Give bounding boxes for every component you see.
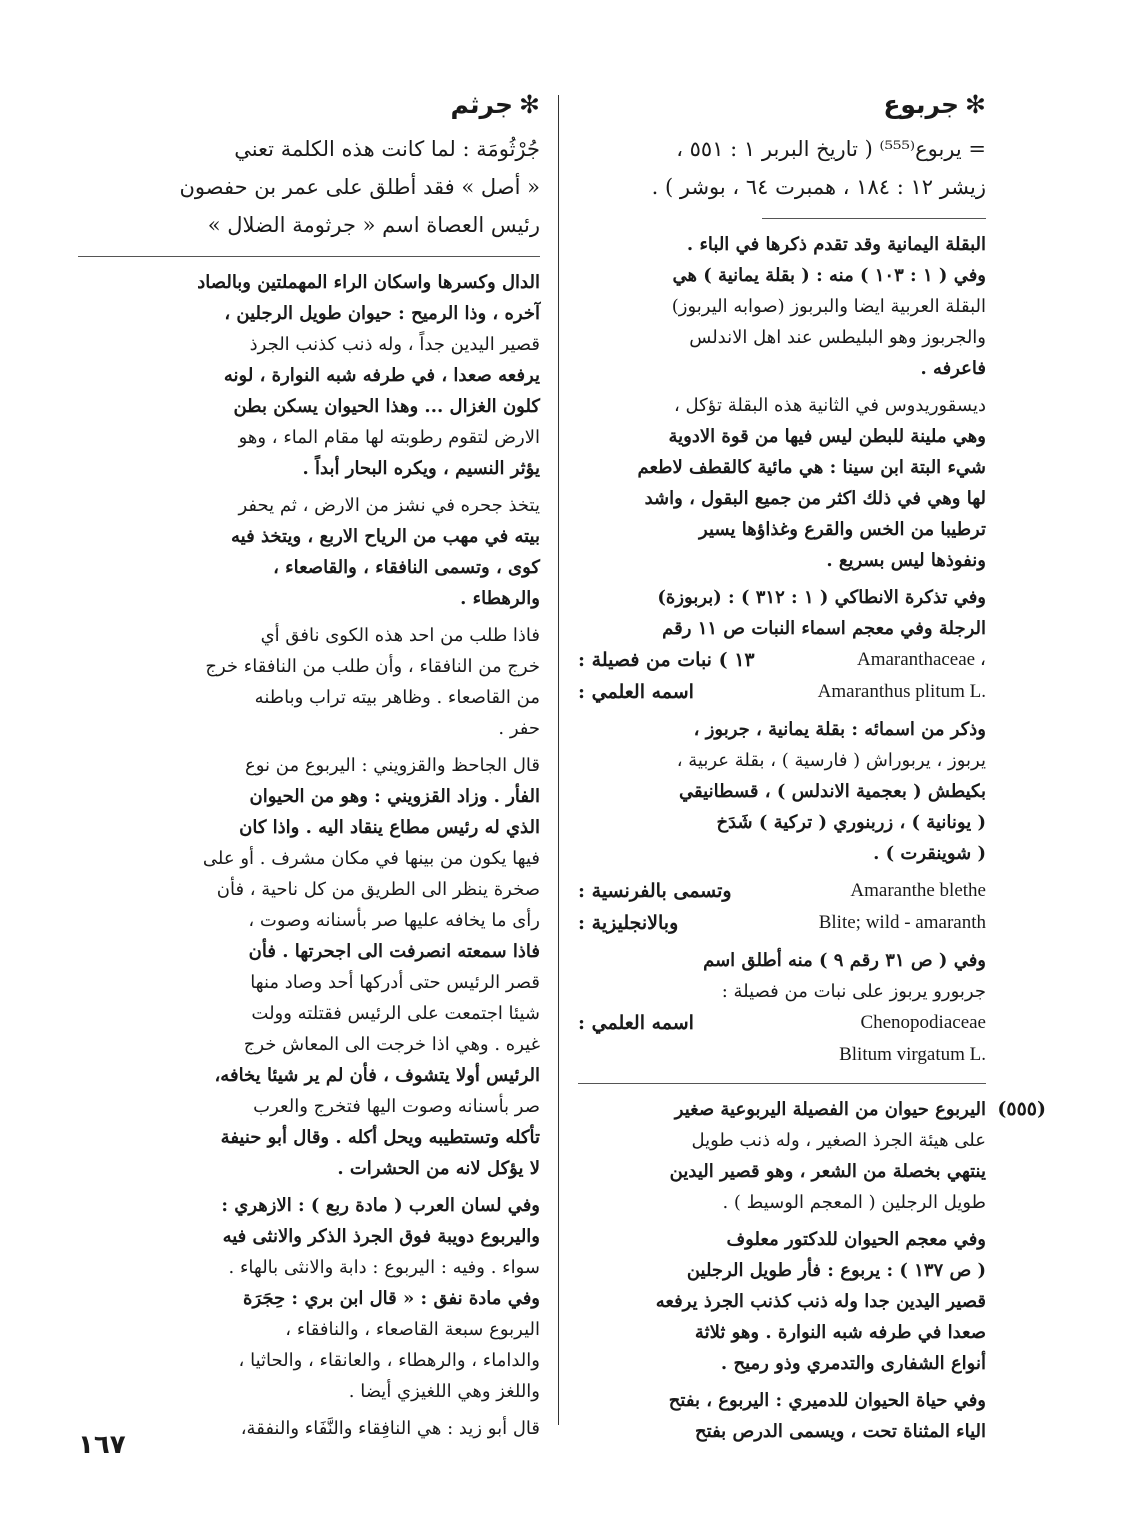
text-line: الرئيس أولا يتشوف ، فأن لم ير شيئا يخافه، [214,1065,540,1086]
text-line: غيره . وهي اذا خرجت الى المعاش خرج [243,1034,540,1055]
text-line: فيها يكون من بينها في مكان مشرف . أو على [202,848,540,869]
text-line: فاعرفه . [920,358,986,379]
text-line: يتخذ جحره في نشز من الارض ، ثم يحفر [238,495,540,516]
text-line: وفي مادة نفق : « قال ابن بري : حِجَرَة [243,1288,540,1309]
text-line: « أصل » فقد أطلق على عمر بن حفصون [179,175,540,199]
entry-text [578,130,986,206]
heading-text: جرثم [450,90,514,119]
paragraph [78,267,540,484]
label: وبالانجليزية : [578,912,679,934]
entry-heading-jarbu [578,88,986,122]
text-line: كوى ، وتسمى النافقاء ، والقاصعاء ، [273,557,540,578]
latin-line [578,1039,986,1071]
text-line: لها وهي في ذلك اكثر من جميع البقول ، واشد [644,488,986,509]
text-line: وفي ( ١ : ١٠٣ ) منه : ( بقلة يمانية ) هي [672,265,986,286]
latin-name: Amaranthaceae ، [856,649,986,670]
text-line: الذي له رئيس مطاع ينقاد اليه . واذا كان [239,817,540,838]
text-line: وهي ملينة للبطن ليس فيها من قوة الادوية [668,426,986,447]
entry-text [78,130,540,244]
text-line: واللغز وهي اللغيزي أيضا . [348,1381,540,1402]
text-line: واليربوع دويبة فوق الجرذ الذكر والانثى فيه [222,1226,540,1247]
text-line: البقلة اليمانية وقد تقدم ذكرها في الباء . [686,234,986,255]
text-line: على هيئة الجرذ الصغير ، وله ذنب طويل [691,1130,986,1151]
text-line: يؤثر النسيم ، ويكره البحار أبداً . [302,458,540,479]
text-line: ( ص ١٣٧ ) : يربوع : فأر طويل الرجلين [686,1260,986,1281]
paragraph [578,390,986,576]
text-line: الياء المثناة تحت ، ويسمى الدرص بفتح [695,1421,986,1442]
text-line: الارض لتقوم رطوبته لها مقام الماء ، وهو [238,427,540,448]
text-line: اليربوع حيوان من الفصيلة اليربوعية صغير [674,1099,986,1120]
text-line: ( يونانية ) ، زربنوري ( تركية ) شَدَخ [716,812,986,833]
paragraph [78,1190,540,1283]
text-line: وفي حياة الحيوان للدميري : اليربوع ، بفتح [668,1390,986,1411]
text-line: ترطيبا من الخس والقرع وغذاؤها يسير [699,519,986,540]
text-line: = يربوع⁽⁵⁵⁵⁾ ( تاريخ البربر ١ : ٥٥١ ، [676,137,986,161]
paragraph [78,1413,540,1444]
text-line: قصر الرئيس حتى أدركها أحد وصاد منها [250,972,540,993]
text-line: صر بأسنانه وصوت اليها فتخرج والعرب [253,1096,540,1117]
latin-name: Blite; wild - amaranth [818,912,986,933]
paragraph [78,1283,540,1407]
footnote-555 [578,1094,1046,1447]
text-line: من القاصعاء . وظاهر بيته تراب وباطنه [254,687,540,708]
text-line: ديسقوريدوس في الثانية هذه البقلة تؤكل ، [673,395,986,416]
french-name-line [578,875,986,907]
text-line: ونفوذها ليس بسريع . [826,550,986,571]
column-divider [558,95,559,1425]
asterisk-icon: ✻ [965,90,986,119]
heading-text: جربوع [883,90,960,119]
paragraph [578,714,986,869]
text-line: لا يؤكل لانه من الحشرات . [337,1158,540,1179]
latin-line [578,644,986,676]
text-line: خرج من النافقاء ، وأن طلب من النافقاء خرج [205,656,540,677]
text-line: آخره ، وذا الرميح : حيوان طويل الرجلين ، [224,303,540,324]
text-line: حفر . [498,718,540,739]
latin-line [578,1007,986,1039]
text-line: وذكر من اسمائه : بقلة يمانية ، جربوز ، [693,719,986,740]
english-name-line [578,907,986,939]
text-line: والرهطاء . [460,588,540,609]
paragraph [78,620,540,744]
footnote-divider [762,218,986,219]
left-column [78,88,540,1444]
section-divider [578,1083,986,1084]
text-line: وفي ( ص ٣١ رقم ٩ ) منه أطلق اسم [703,950,986,971]
asterisk-icon: ✻ [519,90,540,119]
text-line: يرفعه صعدا ، في طرفه شبه النوارة ، لونه [223,365,540,386]
text-line: والجربوز وهو البليطس عند اهل الاندلس [689,327,986,348]
text-line: والداماء ، والرهطاء ، والعانقاء ، والحاثيا ، [238,1350,540,1371]
text-line: رئيس العصاة اسم « جرثومة الضلال » [207,213,540,237]
text-line: الرجلة وفي معجم اسماء النبات ص ١١ رقم [662,618,986,639]
label: اسمه العلمي : [578,681,694,703]
paragraph [578,582,986,708]
text-line: يربوز ، يربوراش ( فارسية ) ، بقلة عربية ، [676,750,986,771]
text-line: طويل الرجلين ( المعجم الوسيط ) . [722,1192,986,1213]
entry-heading-jurthum [78,88,540,122]
label: اسمه العلمي : [578,1012,694,1034]
text-line: فاذا سمعته انصرفت الى اجحرتها . فأن [248,941,540,962]
text-line: شيء البتة ابن سينا : هي مائية كالقطف لاطعم [637,457,986,478]
footnote-number: (٥٥٥) [997,1098,1046,1120]
paragraph [578,945,986,1071]
text-line: جربورو يربوز على نبات من فصيلة : [721,981,986,1002]
text-line: شيئا اجتمعت على الرئيس فقتلته وولت [251,1003,540,1024]
latin-name: Chenopodiaceae [860,1012,986,1033]
text-line: زيشر ١٢ : ١٨٤ ، همبرت ٦٤ ، بوشر ) . [651,175,986,199]
text-line: البقلة العربية ايضا والبربوز (صوابه اليربوز) [671,296,986,317]
text-line: رأى ما يخافه عليها صر بأسنانه وصوت ، [248,910,540,931]
latin-name: Amaranthe blethe [850,880,986,901]
text-line: أنواع الشفارى والتدمري وذو رميح . [720,1353,986,1374]
text-line: اليربوع سبعة القاصعاء ، والنافقاء ، [285,1319,540,1340]
text-line: فاذا طلب من احد هذه الكوى نافق أي [260,625,540,646]
text-line: وفي تذكرة الانطاكي ( ١ : ٣١٢ ) : (بربوزة) [657,587,986,608]
text-line: صعدا في طرفه شبه النوارة . وهو ثلاثة [694,1322,986,1343]
text-line: بيته في مهب من الرياح الاربع ، ويتخذ فيه [231,526,540,547]
text-line: كلون الغزال ... وهذا الحيوان يسكن بطن [233,396,540,417]
text-line: ( شوينقرت ) . [873,843,986,864]
text-line: صخرة ينظر الى الطريق من كل ناحية ، فأن [216,879,540,900]
paragraph [78,750,540,1184]
latin-name: Blitum virgatum L. [839,1044,986,1065]
text-line: قصير اليدين جداً ، وله ذنب كذنب الجرذ [249,334,540,355]
paragraph [78,490,540,614]
text-line: ١٣ ) نبات من فصيلة : [578,649,755,671]
footnote-continuation [578,229,986,384]
text-line: قال الجاحظ والقزويني : اليربوع من نوع [244,755,540,776]
footnote-divider [78,256,540,257]
text-line: سواء . وفيه : اليربوع : دابة والانثى بالهاء . [228,1257,540,1278]
text-line: قال أبو زيد : هي النافِقاء والنَّفَاء والنفقة، [240,1418,540,1439]
text-line: ينتهي بخصلة من الشعر ، وهو قصير اليدين [669,1161,986,1182]
text-line: الفأر . وزاد القزويني : وهو من الحيوان [249,786,540,807]
text-line: تأكله وتستطيبه ويحل أكله . وقال أبو حنيفة [220,1127,540,1148]
text-line: الدال وكسرها واسكان الراء المهملتين وبالصاد [197,272,540,293]
text-line: جُرْثُومَة : لما كانت هذه الكلمة تعني [234,137,540,161]
text-line: بكيطش ( بعجمية الاندلس ) ، قسطانيقي [679,781,986,802]
page-number: ١٦٧ [78,1430,126,1460]
latin-name: Amaranthus plitum L. [817,681,986,702]
label: وتسمى بالفرنسية : [578,880,732,902]
text-line: وفي معجم الحيوان للدكتور معلوف [726,1229,986,1250]
latin-line [578,676,986,708]
text-line: وفي لسان العرب ( مادة ربع ) : الازهري : [221,1195,540,1216]
right-column [578,88,1046,1447]
text-line: قصير اليدين جدا وله ذنب كذنب الجرذ يرفعه [655,1291,986,1312]
